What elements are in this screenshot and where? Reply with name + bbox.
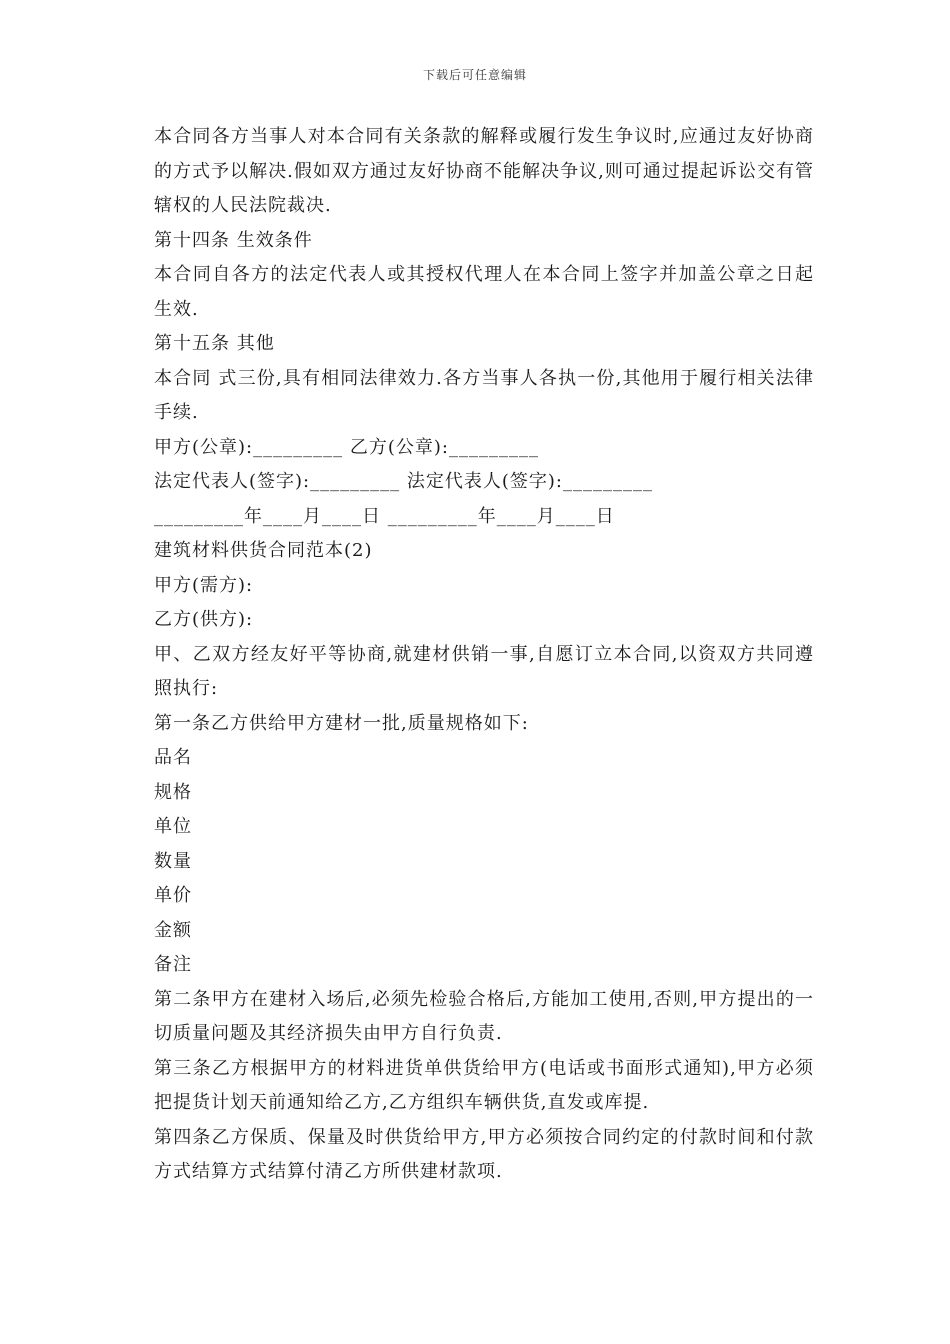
article-1-text: 第一条乙方供给甲方建材一批,质量规格如下: xyxy=(154,712,529,734)
paragraph-copies: 本合同 式三份,具有相同法律效力.各方当事人各执一份,其他用于履行相关法律手续. xyxy=(154,367,814,423)
party-b-label: 乙方(供方): xyxy=(154,609,254,630)
document-body xyxy=(144,120,814,1190)
article-4-text: 第四条乙方保质、保量及时供货给甲方,甲方必须按合同约定的付款时间和付款方式结算方式结算付清乙方所供建材款项. xyxy=(154,1126,814,1182)
article-2-text: 第二条甲方在建材入场后,必须先检验合格后,方能加工使用,否则,甲方提出的一切质量问题及其经济损失由甲方自行负责. xyxy=(154,988,814,1044)
signature-representative-line: 法定代表人(签字):_________ 法定代表人(签字):_________ xyxy=(154,471,653,492)
spec-item-remarks: 备注 xyxy=(154,954,192,975)
spec-item-quantity: 数量 xyxy=(154,850,192,872)
article-14-heading: 第十四条 生效条件 xyxy=(154,229,313,251)
paragraph-effective-condition: 本合同自各方的法定代表人或其授权代理人在本合同上签字并加盖公章之日起生效. xyxy=(154,264,814,320)
spec-item-unit: 单位 xyxy=(154,816,192,837)
spec-item-amount: 金额 xyxy=(154,919,192,941)
contract-title: 建筑材料供货合同范本(2) xyxy=(154,540,373,561)
signature-seal-line: 甲方(公章):_________ 乙方(公章):_________ xyxy=(154,436,539,458)
article-15-heading: 第十五条 其他 xyxy=(154,333,275,354)
party-a-label: 甲方(需方): xyxy=(154,574,254,596)
spec-item-unit-price: 单价 xyxy=(154,885,192,906)
page-header: 下载后可任意编辑 xyxy=(422,68,527,82)
paragraph-dispute-resolution: 本合同各方当事人对本合同有关条款的解释或履行发生争议时,应通过友好协商的方式予以解决.假如双方通过友好协商不能解决争议,则可通过提起诉讼交有管辖权的人民法院裁决. xyxy=(154,126,814,216)
spec-item-name: 品名 xyxy=(154,747,192,768)
paragraph-preamble: 甲、乙双方经友好平等协商,就建材供销一事,自愿订立本合同,以资双方共同遵照执行: xyxy=(154,643,814,699)
signature-date-line: _________年____月____日 _________年____月____日 xyxy=(154,505,615,527)
article-3-text: 第三条乙方根据甲方的材料进货单供货给甲方(电话或书面形式通知),甲方必须把提货计划天前通知给乙方,乙方组织车辆供货,直发或库提. xyxy=(154,1057,814,1113)
spec-item-spec: 规格 xyxy=(154,781,192,803)
